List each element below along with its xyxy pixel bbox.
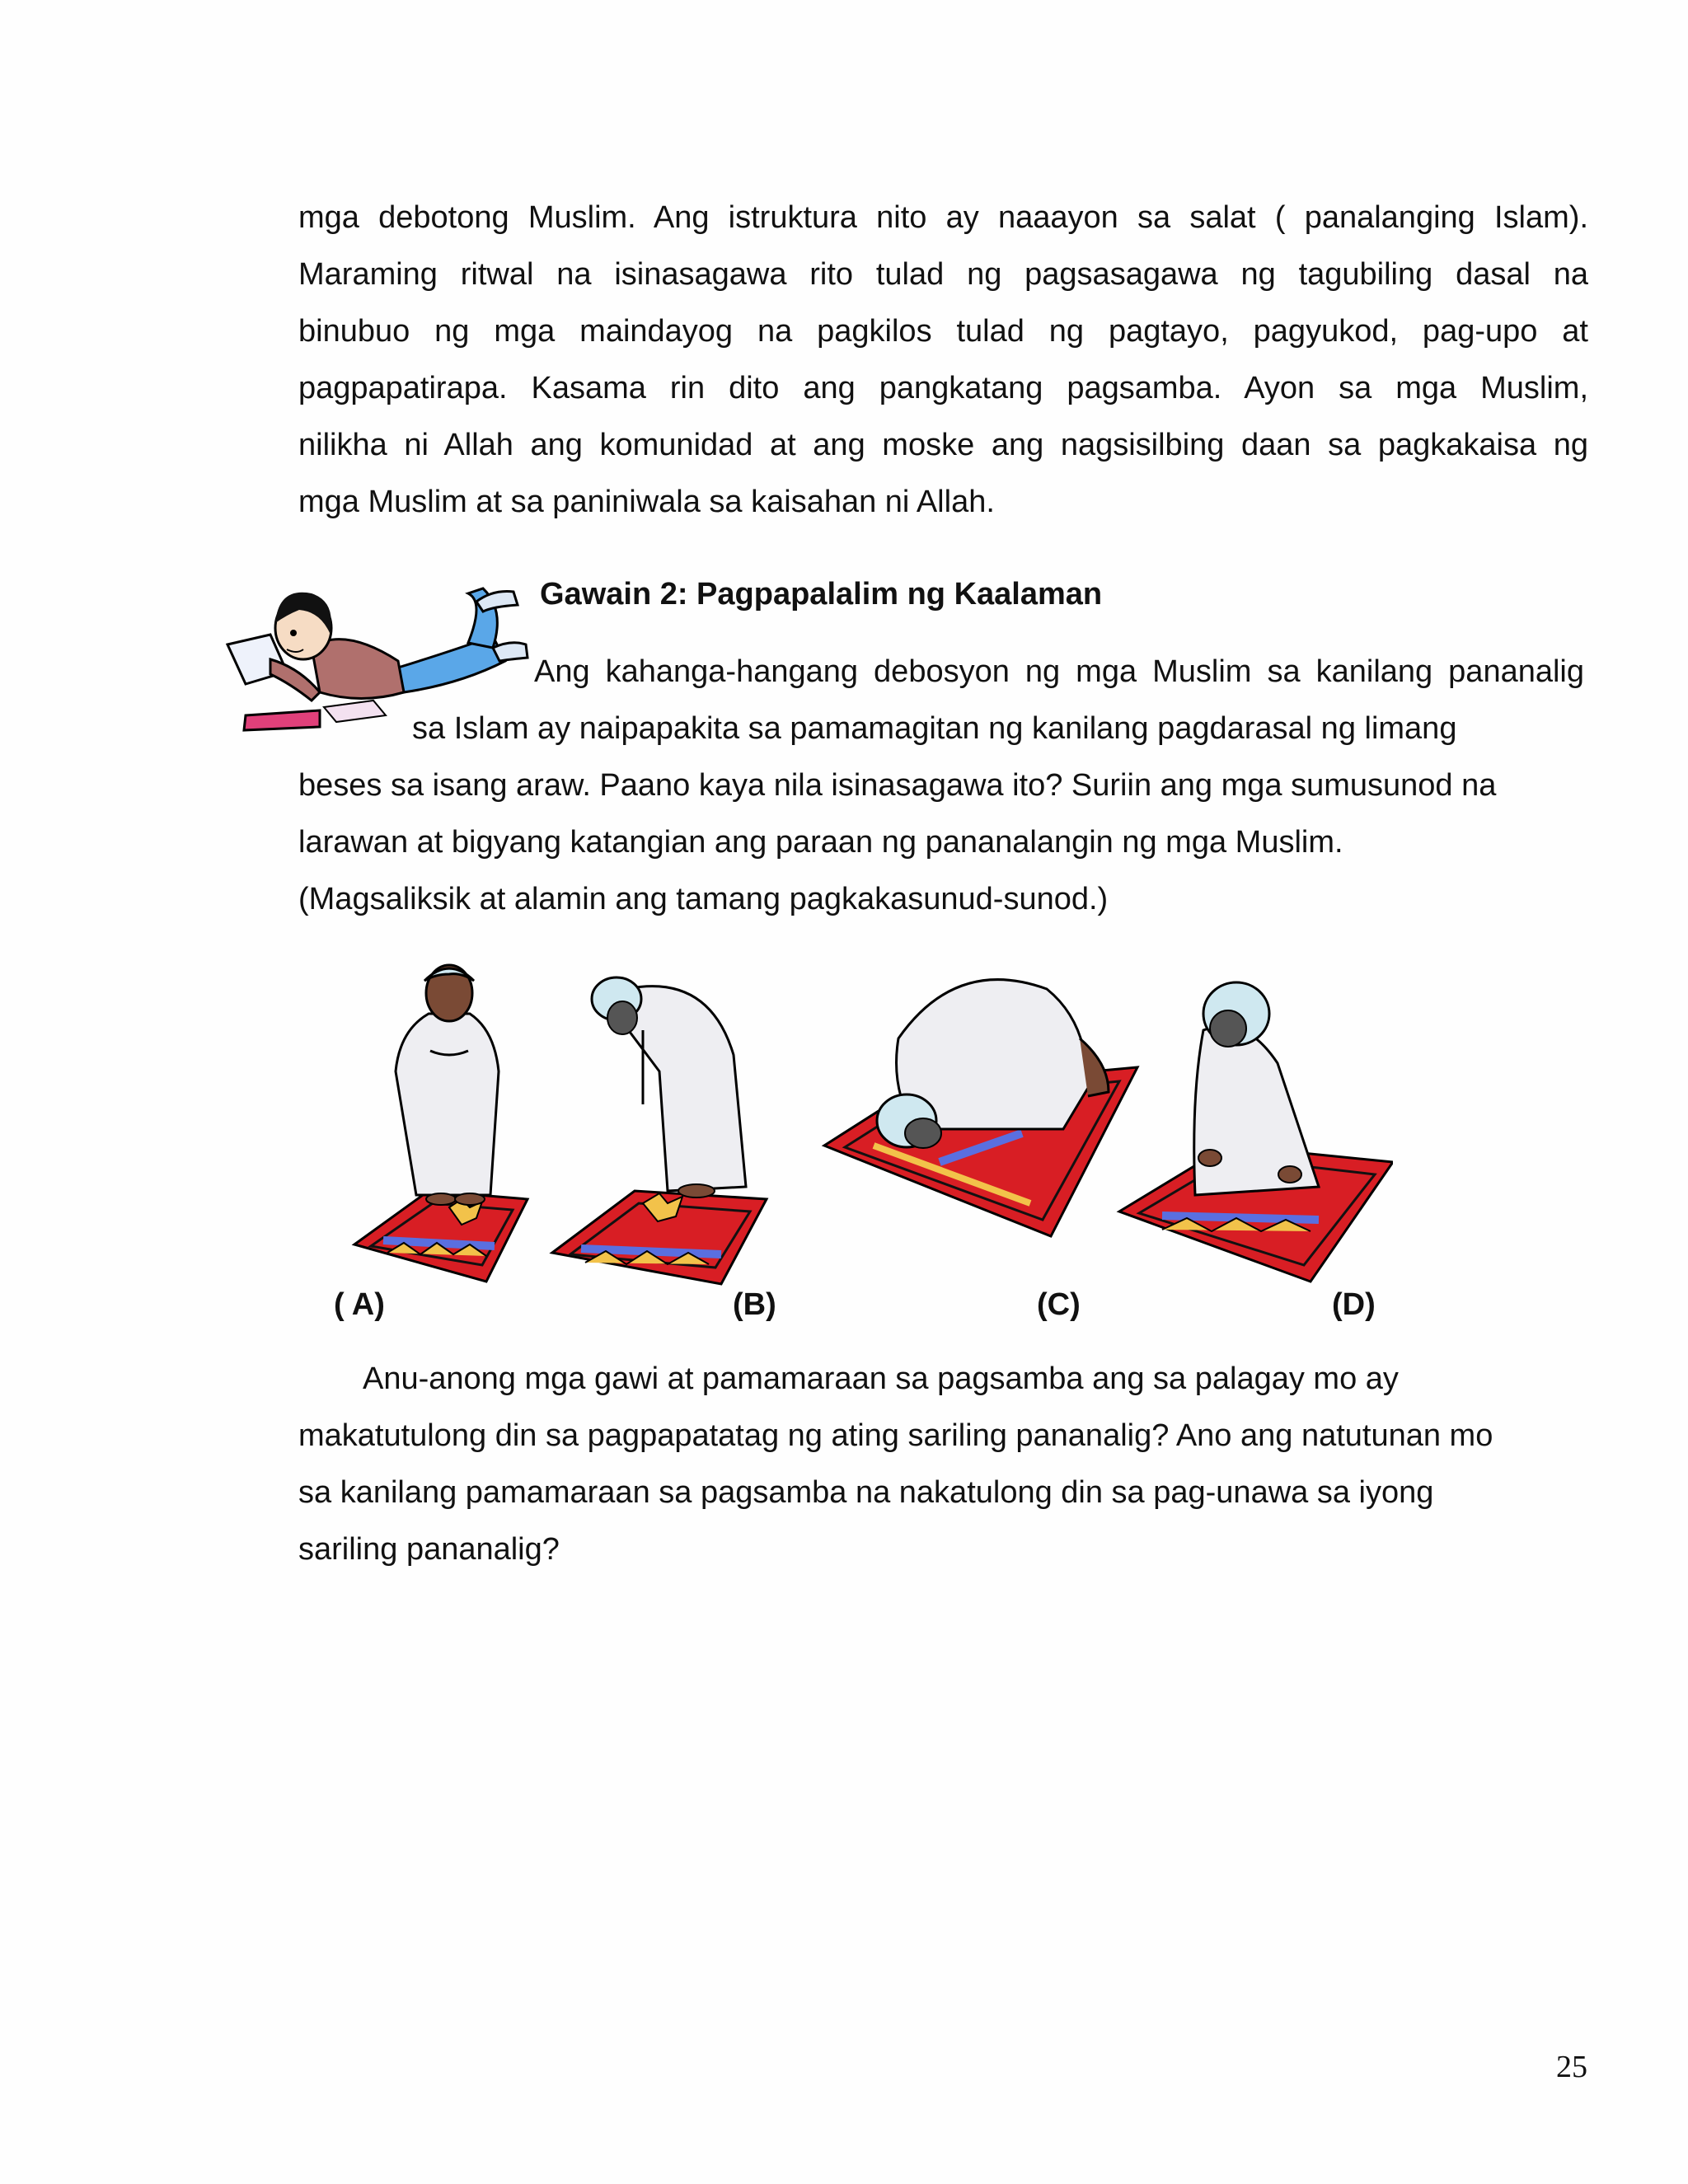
- activity-line: larawan at bigyang katangian ang paraan ng pananalangin ng mga Muslim.: [298, 825, 1343, 860]
- prostration-prayer-icon: [816, 956, 1146, 1244]
- figure-label-b: (B): [733, 1287, 776, 1322]
- activity-heading: Gawain 2: Pagpapalalim ng Kaalaman: [540, 577, 1103, 612]
- intro-line: binubuo ng mga maindayog na pagkilos tulad ng pagtayo, pagyukod, pag-upo at: [298, 314, 1588, 349]
- question-line: Anu-anong mga gawi at pamamaraan sa pagsamba ang sa palagay mo ay: [363, 1361, 1399, 1396]
- reading-student-icon: [221, 569, 542, 733]
- figure-label-d: (D): [1332, 1287, 1376, 1322]
- standing-prayer-icon: [338, 956, 536, 1286]
- activity-line: beses sa isang araw. Paano kaya nila isinasagawa ito? Suriin ang mga sumusunod na: [298, 768, 1497, 803]
- kneeling-prayer-icon: [1113, 972, 1393, 1286]
- intro-line: mga Muslim at sa paniniwala sa kaisahan ni Allah.: [298, 485, 995, 519]
- activity-line: (Magsaliksik at alamin ang tamang pagkakasunud-sunod.): [298, 882, 1109, 916]
- figure-label-c: (C): [1037, 1287, 1081, 1322]
- figure-label-a: ( A): [334, 1287, 385, 1322]
- intro-paragraph: [298, 190, 1588, 531]
- intro-line: pagpapatirapa. Kasama rin dito ang pangkatang pagsamba. Ayon sa mga Muslim,: [298, 371, 1588, 405]
- activity-line: sa Islam ay naipapakita sa pamamagitan ng kanilang pagdarasal ng limang: [412, 711, 1457, 746]
- question-line: sa kanilang pamamaraan sa pagsamba na nakatulong din sa pag-unawa sa iyong: [298, 1475, 1434, 1510]
- intro-line: Maraming ritwal na isinasagawa rito tulad ng pagsasagawa ng tagubiling dasal na: [298, 257, 1588, 292]
- question-line: makatutulong din sa pagpapatatag ng ating sariling pananalig? Ano ang natutunan mo: [298, 1418, 1493, 1453]
- question-line: sariling pananalig?: [298, 1532, 560, 1567]
- intro-line: mga debotong Muslim. Ang istruktura nito ay naaayon sa salat ( panalanging Islam).: [298, 200, 1588, 235]
- activity-line: Ang kahanga-hangang debosyon ng mga Muslim sa kanilang pananalig: [534, 654, 1584, 689]
- page-number: 25: [1556, 2050, 1587, 2084]
- bowing-prayer-icon: [544, 956, 791, 1286]
- intro-line: nilikha ni Allah ang komunidad at ang moske ang nagsisilbing daan sa pagkakaisa ng: [298, 428, 1588, 462]
